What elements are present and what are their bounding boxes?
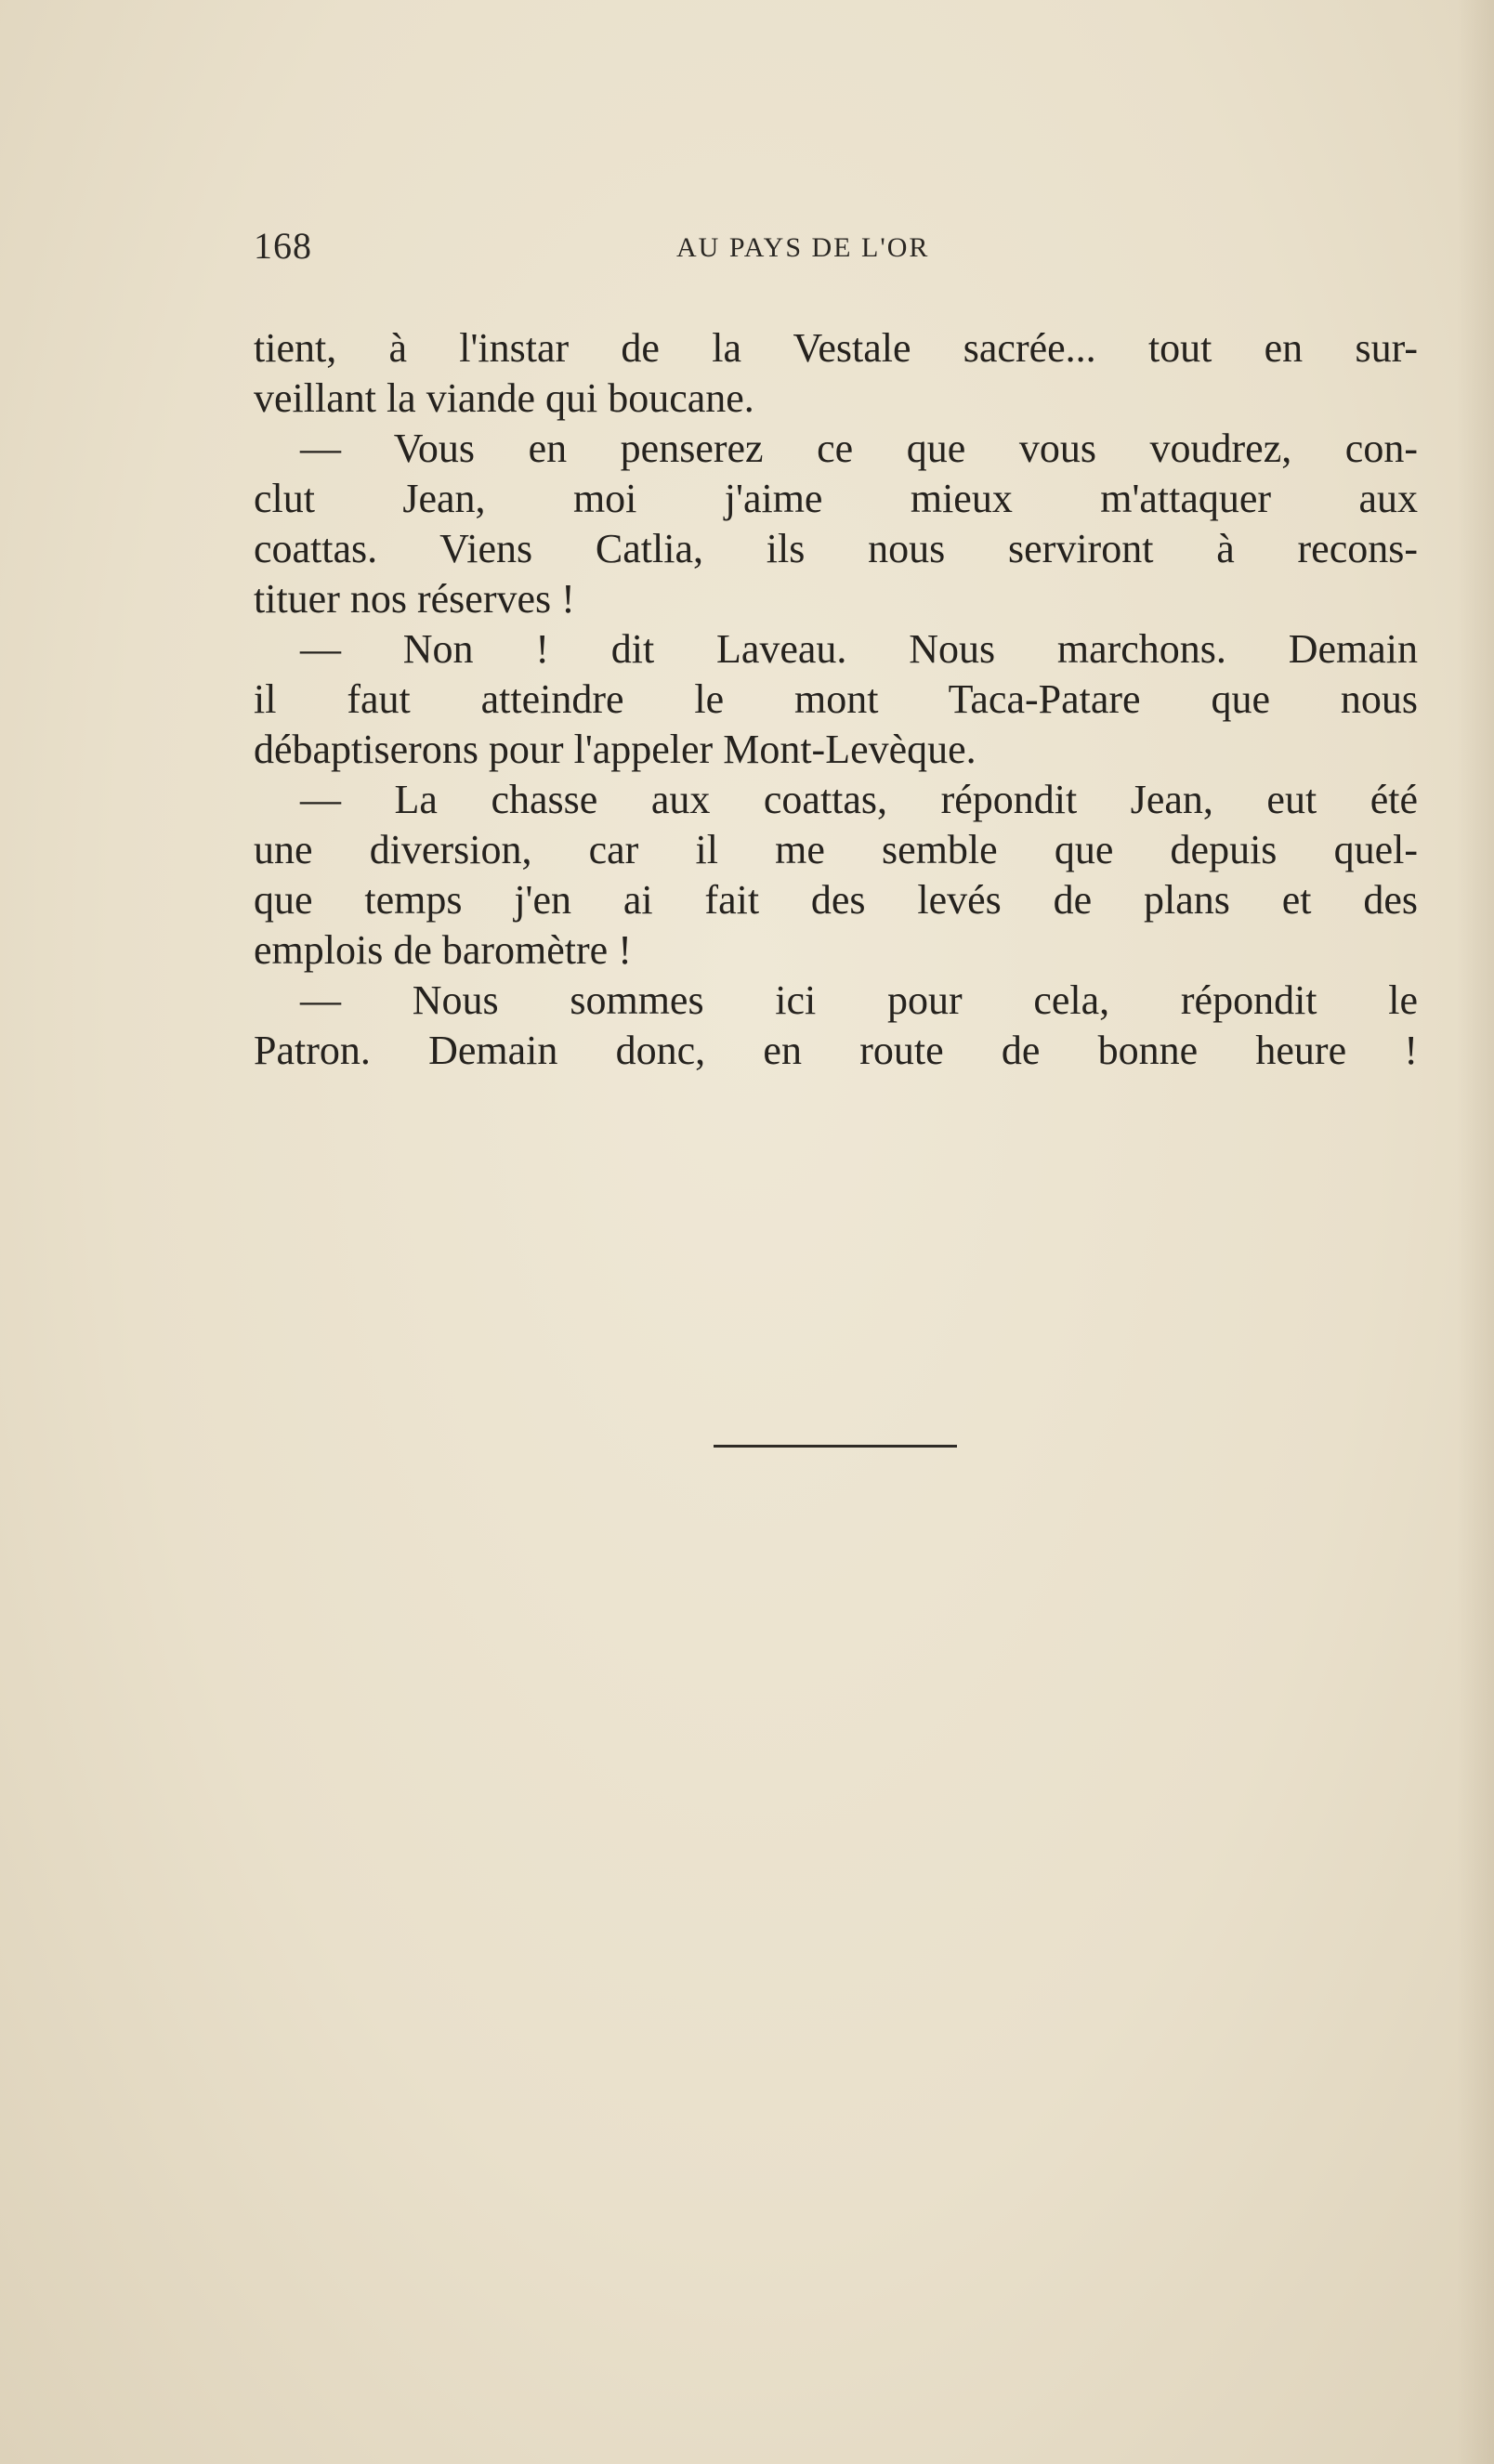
text-line: clut Jean, moi j'aime mieux m'attaquer aux — [254, 476, 1418, 521]
text-line: tituer nos réserves ! — [254, 576, 575, 622]
text-line: — Vous en penserez ce que vous voudrez, con- — [300, 426, 1418, 471]
text-line: tient, à l'instar de la Vestale sacrée... tout en sur- — [254, 325, 1418, 371]
paragraph-4 — [254, 775, 1418, 976]
text-line: — La chasse aux coattas, répondit Jean, eut été — [300, 777, 1418, 822]
text-line: débaptiserons pour l'appeler Mont-Levèque. — [254, 727, 976, 772]
page-header — [254, 223, 1418, 269]
text-line: Patron. Demain donc, en route de bonne heure ! — [254, 1028, 1418, 1073]
text-line: veillant la viande qui boucane. — [254, 375, 754, 421]
chapter-end-rule — [714, 1445, 957, 1448]
page-edge-shadow — [1457, 0, 1494, 2464]
paragraph-3 — [254, 624, 1418, 775]
text-line: que temps j'en ai fait des levés de plans et des — [254, 877, 1418, 923]
paragraph-5 — [254, 976, 1418, 1076]
paragraph-1 — [254, 323, 1418, 424]
text-line: coattas. Viens Catlia, ils nous serviront à recons- — [254, 526, 1418, 571]
page-number: 168 — [254, 225, 312, 267]
text-line: emplois de baromètre ! — [254, 927, 632, 973]
text-line: une diversion, car il me semble que depuis quel- — [254, 827, 1418, 872]
paragraph-2 — [254, 424, 1418, 624]
body-text — [254, 323, 1418, 1076]
text-line: il faut atteindre le mont Taca-Patare que nous — [254, 676, 1418, 722]
text-line: — Non ! dit Laveau. Nous marchons. Demain — [300, 626, 1418, 672]
text-line: — Nous sommes ici pour cela, répondit le — [300, 977, 1418, 1023]
running-title: AU PAYS DE L'OR — [676, 232, 930, 263]
